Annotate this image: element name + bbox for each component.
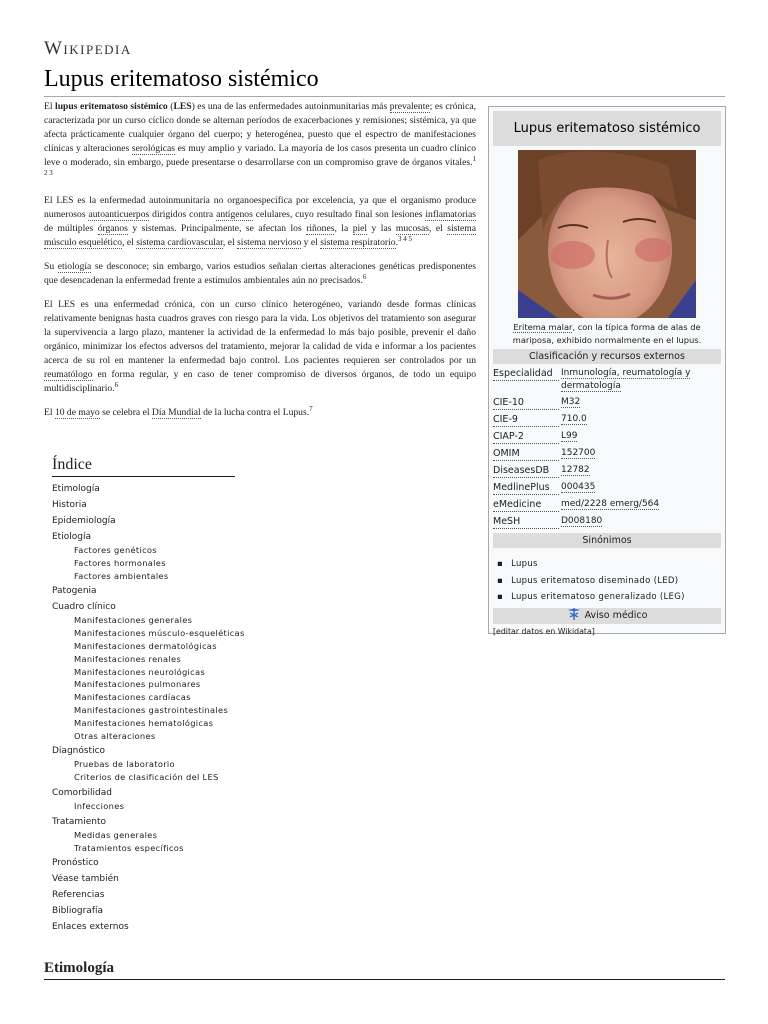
infobox-caption: Eritema malar, con la típica forma de alas de mariposa, exhibido normalmente en el lupus.	[512, 322, 702, 345]
paragraph-2: El LES es la enfermedad autoinmunitaria no organoespecífica por excelencia, ya que el organismo produce numerosos autoanticuerpos dirigidos contra antígenos celulares, cuyo resultado final son lesiones inflamatorias de múltiples órganos y sistemas. Principalmente, se afectan los riñones, la piel y las mucosas, el sistema músculo esquelético, el sistema cardiovascular, el sistema nervioso y el sistema respiratorio.$^{3 4 5}$	[44, 195, 476, 248]
infobox-value	[559, 464, 721, 478]
toc-item[interactable]: Patogenia	[52, 586, 97, 597]
infobox-row	[489, 498, 725, 512]
toc-item[interactable]: Tratamiento	[52, 816, 106, 827]
infobox-row	[489, 447, 725, 461]
section-heading-etimologia: Etimología	[44, 960, 725, 980]
synonym-item: ▪ Lupus	[497, 556, 725, 573]
link-dia-mundial[interactable]: Día Mundial	[151, 407, 201, 418]
toc-subitem[interactable]: Manifestaciones cardíacas	[74, 692, 191, 703]
infobox-value	[559, 515, 721, 529]
reference-marks[interactable]: 3 4 5	[398, 234, 412, 243]
paragraph-5: El 10 de mayo se celebra el Día Mundial de la lucha contra el Lupus.$^7$	[44, 404, 313, 418]
toc-subitem[interactable]: Otras alteraciones	[74, 730, 156, 741]
reference-marks[interactable]: 6	[114, 380, 119, 389]
link-mucosas[interactable]: mucosas	[395, 223, 429, 234]
infobox-key[interactable]: OMIM	[493, 447, 559, 461]
infobox-key[interactable]: CIE-9	[493, 413, 559, 427]
infobox	[488, 106, 726, 634]
toc-subitem[interactable]: Manifestaciones gastrointestinales	[74, 704, 229, 715]
term-bold: lupus eritematoso sistémico	[55, 101, 168, 112]
infobox-row	[489, 464, 725, 478]
toc-item[interactable]: Diagnóstico	[52, 746, 106, 757]
infobox-row	[489, 430, 725, 444]
toc-item[interactable]: Enlaces externos	[52, 922, 129, 933]
toc-subitem[interactable]: Pruebas de laboratorio	[74, 759, 175, 770]
link-sistema-nervioso[interactable]: sistema nervioso	[237, 237, 302, 248]
wikipedia-wordmark[interactable]: Wikipedia	[44, 38, 132, 59]
classification-header: Clasificación y recursos externos	[493, 349, 721, 364]
toc-subitem[interactable]: Criterios de clasificación del LES	[74, 772, 219, 783]
infobox-value	[559, 367, 721, 393]
infobox-value	[559, 481, 721, 495]
toc-item[interactable]: Epidemiología	[52, 516, 116, 526]
toc-subitem[interactable]: Manifestaciones generales	[74, 615, 193, 626]
toc-subitem[interactable]: Manifestaciones renales	[74, 653, 182, 664]
link-10-de-mayo[interactable]: 10 de mayo	[54, 407, 100, 418]
infobox-row	[489, 396, 725, 410]
link-sistema-respiratorio[interactable]: sistema respiratorio	[320, 237, 396, 248]
infobox-row	[489, 413, 725, 427]
toc-subitem[interactable]: Medidas generales	[74, 829, 158, 840]
infobox-key[interactable]: MeSH	[493, 515, 559, 529]
toc-item[interactable]: Comorbilidad	[52, 787, 112, 798]
infobox-key[interactable]: Especialidad	[493, 367, 559, 381]
infobox-value-link[interactable]: Inmunología, reumatología y dermatología	[561, 368, 691, 391]
toc-title: Índice	[52, 456, 235, 477]
infobox-title: Lupus eritematoso sistémico	[493, 111, 721, 146]
infobox-value	[559, 447, 721, 461]
link-rinones[interactable]: riñones	[306, 223, 335, 234]
infobox-photo[interactable]	[518, 150, 696, 318]
synonyms-list	[489, 556, 725, 606]
infobox-row	[489, 515, 725, 529]
toc-item[interactable]: Pronóstico	[52, 858, 99, 869]
toc-item[interactable]: Cuadro clínico	[52, 602, 116, 613]
paragraph-4: El LES es una enfermedad crónica, con un curso clínico heterogéneo, variando desde formas clínicas relativamente benignas hasta cuadros graves con riesgo para la vida. Los objetivos del tratamiento son asegurar la supervivencia a largo plazo, mantener la actividad de la enfermedad lo más bajo posible, prevenir el daño orgánico, minimizar los efectos adversos del tratamiento, mejorar la calidad de vida e informar a los pacientes acerca de su rol en mantener la enfermedad bajo control. Los pacientes requieren ser controlados por un reumatólogo en forma regular, y en caso de tener compromiso de diversos órganos, de todo un equipo multidisciplinario.$^6$	[44, 299, 476, 394]
medical-warning-bar[interactable]	[493, 608, 721, 624]
toc-subitem[interactable]: Factores hormonales	[74, 557, 166, 568]
toc-subitem[interactable]: Manifestaciones pulmonares	[74, 679, 201, 690]
medical-warning-label[interactable]: Aviso médico	[584, 609, 648, 621]
article-body	[44, 100, 476, 430]
link-etiologia[interactable]: etiología	[57, 261, 92, 272]
link-serologicas[interactable]: serológicas	[131, 143, 176, 154]
infobox-row	[489, 367, 725, 393]
infobox-value-link[interactable]: 152700	[561, 448, 596, 458]
toc-list	[52, 483, 252, 934]
link-reumatologo[interactable]: reumatólogo	[44, 369, 93, 380]
link-prevalente[interactable]: prevalente	[389, 101, 430, 112]
toc-subitem[interactable]: Factores genéticos	[74, 545, 157, 555]
toc-subitem[interactable]: Manifestaciones dermatológicas	[74, 640, 217, 651]
page-title: Lupus eritematoso sistémico	[44, 66, 725, 97]
infobox-key[interactable]: DiseasesDB	[493, 464, 559, 478]
infobox-key[interactable]: MedlinePlus	[493, 481, 559, 495]
infobox-value	[559, 498, 721, 512]
edit-wikidata-link[interactable]: [editar datos en Wikidata]	[493, 626, 595, 636]
paragraph-3: Su etiología se desconoce; sin embargo, varios estudios señalan ciertas alteraciones genéticas predisponentes que desencadenan la enfermedad frente a estímulos ambientales aún no precisados.$^6$	[44, 261, 476, 286]
infobox-value-link[interactable]: 12782	[561, 465, 590, 475]
toc-item[interactable]: Historia	[52, 500, 87, 510]
toc-item[interactable]: Etiología	[52, 532, 91, 542]
infobox-value-link[interactable]: L99	[561, 431, 578, 441]
toc-subitem[interactable]: Manifestaciones músculo-esqueléticas	[74, 628, 245, 639]
link-antigenos[interactable]: antígenos	[216, 209, 253, 220]
toc-subitem[interactable]: Tratamientos específicos	[74, 842, 184, 853]
infobox-key[interactable]: CIE-10	[493, 396, 559, 410]
toc-item[interactable]: Etimología	[52, 484, 100, 494]
table-of-contents	[52, 456, 252, 934]
infobox-key[interactable]: CIAP-2	[493, 430, 559, 444]
reference-marks[interactable]: 6	[362, 272, 367, 281]
synonym-item: ▪ Lupus eritematoso diseminado (LED)	[497, 573, 725, 590]
link-organos[interactable]: órganos	[97, 223, 128, 234]
link-piel[interactable]: piel	[352, 223, 368, 234]
infobox-value	[559, 396, 721, 410]
link-eritema-malar[interactable]: Eritema malar	[513, 322, 573, 332]
infobox-value-link[interactable]: D008180	[561, 516, 603, 526]
toc-subitem[interactable]: Manifestaciones hematológicas	[74, 717, 214, 728]
infobox-value	[559, 413, 721, 427]
infobox-value	[559, 430, 721, 444]
toc-item[interactable]: Véase también	[52, 874, 119, 885]
toc-subitem[interactable]: Infecciones	[74, 800, 125, 811]
infobox-value-link[interactable]: med/2228 emerg/564	[561, 499, 660, 509]
paragraph-1: El lupus eritematoso sistémico (LES) es una de las enfermedades autoinmunitarias más prevalente; es crónica, caracterizada por un curso cíclico donde se alternan períodos de exacerbaciones y remisiones; sistémica, ya que afecta prácticamente cualquier órgano del cuerpo; y heterogénea, puesto que el espectro de manifestaciones clínicas y alteraciones serológicas es muy amplio y variado. La mayoría de los casos presenta un cuadro clínico leve o moderado, sin embargo, puede presentarse o desarrollarse con un compromiso grave de órganos vitales.$^{1 2 3}$	[44, 101, 476, 177]
link-sistema-cardiovascular[interactable]: sistema cardiovascular	[136, 237, 223, 248]
infobox-value-link[interactable]: 710.0	[561, 414, 587, 424]
toc-item[interactable]: Referencias	[52, 890, 105, 901]
infobox-value-link[interactable]: M32	[561, 397, 581, 407]
caduceus-icon	[567, 608, 581, 620]
infobox-row	[489, 481, 725, 495]
reference-marks[interactable]: 7	[309, 404, 313, 413]
synonym-item: ▪ Lupus eritematoso generalizado (LEG)	[497, 589, 725, 606]
link-inflamatorias[interactable]: inflamatorias	[425, 209, 476, 220]
infobox-value-link[interactable]: 000435	[561, 482, 596, 492]
synonyms-header: Sinónimos	[493, 533, 721, 548]
abbr-bold: LES	[173, 101, 192, 112]
reference-marks[interactable]: 1 2 3	[44, 154, 476, 177]
toc-subitem[interactable]: Manifestaciones neurológicas	[74, 666, 206, 677]
link-autoanticuerpos[interactable]: autoanticuerpos	[88, 209, 150, 220]
link-sistema-musculo-esqueletico[interactable]: sistema músculo esquelético	[44, 223, 476, 248]
toc-item[interactable]: Bibliografía	[52, 906, 104, 917]
infobox-rows	[489, 367, 725, 529]
infobox-key[interactable]: eMedicine	[493, 498, 559, 512]
toc-subitem[interactable]: Factores ambientales	[74, 570, 169, 581]
